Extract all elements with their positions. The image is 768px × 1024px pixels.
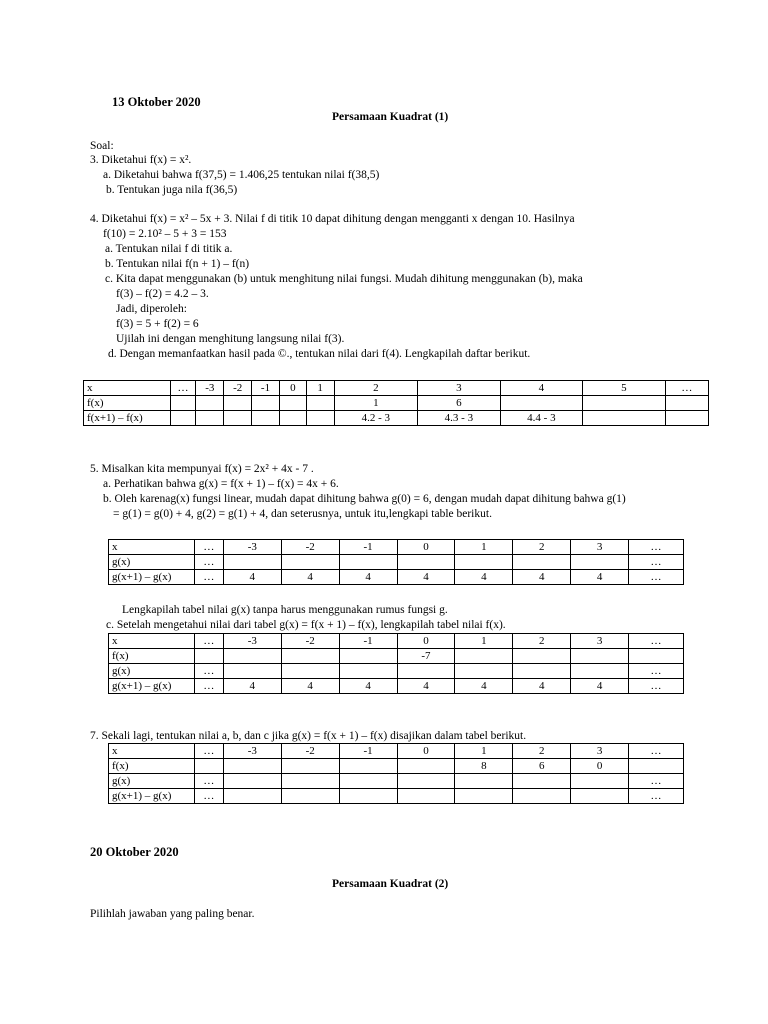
table-cell: -3 bbox=[223, 540, 281, 555]
table-cell: 4 bbox=[223, 679, 281, 694]
table-cell bbox=[339, 555, 397, 570]
table-cell bbox=[397, 664, 455, 679]
table-cell bbox=[252, 411, 280, 426]
table-cell bbox=[339, 759, 397, 774]
table-cell bbox=[513, 649, 571, 664]
table-cell bbox=[397, 555, 455, 570]
question-4b: b. Tentukan nilai f(n + 1) – f(n) bbox=[105, 258, 250, 270]
table-cell bbox=[455, 664, 513, 679]
table-f-g-values bbox=[108, 633, 684, 694]
table-cell: … bbox=[194, 634, 223, 649]
row-label-cell: g(x+1) – g(x) bbox=[109, 789, 195, 804]
question-4c-line3: Jadi, diperoleh: bbox=[116, 303, 187, 315]
table-cell: 1 bbox=[455, 744, 513, 759]
table-cell bbox=[281, 649, 339, 664]
table-cell: … bbox=[194, 664, 223, 679]
table-cell: … bbox=[629, 774, 684, 789]
question-4c-line4: f(3) = 5 + f(2) = 6 bbox=[116, 318, 199, 330]
question-5-instruction: Lengkapilah tabel nilai g(x) tanpa harus menggunakan rumus fungsi g. bbox=[122, 604, 448, 616]
question-4-line2: f(10) = 2.10² – 5 + 3 = 153 bbox=[103, 228, 227, 240]
table-cell: 3 bbox=[571, 634, 629, 649]
table-cell bbox=[306, 396, 334, 411]
row-label-cell: g(x) bbox=[109, 774, 195, 789]
row-label-cell: g(x+1) – g(x) bbox=[109, 570, 195, 585]
table-row bbox=[109, 744, 684, 759]
table-cell: 4 bbox=[455, 679, 513, 694]
table-cell bbox=[196, 411, 224, 426]
question-4d: d. Dengan memanfaatkan hasil pada ©., tentukan nilai dari f(4). Lengkapilah daftar berikut. bbox=[108, 348, 531, 360]
table-cell: -2 bbox=[281, 744, 339, 759]
table-cell: 4 bbox=[513, 570, 571, 585]
table-cell: … bbox=[629, 570, 684, 585]
table-cell bbox=[571, 774, 629, 789]
table-cell: 3 bbox=[571, 744, 629, 759]
question-4c-line5: Ujilah ini dengan menghitung langsung nilai f(3). bbox=[116, 333, 345, 345]
table-cell bbox=[306, 411, 334, 426]
question-3a: a. Diketahui bahwa f(37,5) = 1.406,25 tentukan nilai f(38,5) bbox=[103, 169, 380, 181]
table-cell bbox=[513, 789, 571, 804]
table-cell: -2 bbox=[224, 381, 252, 396]
table-cell bbox=[629, 649, 684, 664]
question-5b-line1: b. Oleh karenag(x) fungsi linear, mudah dapat dihitung bahwa g(0) = 6, dengan mudah dapat dihitung bahwa g(1) bbox=[103, 493, 626, 505]
table-cell bbox=[513, 774, 571, 789]
table-cell: 4 bbox=[513, 679, 571, 694]
section-date: 13 Oktober 2020 bbox=[112, 95, 201, 109]
table-cell: 4 bbox=[339, 679, 397, 694]
table-cell: -1 bbox=[339, 540, 397, 555]
table-cell: -7 bbox=[397, 649, 455, 664]
table-cell bbox=[281, 789, 339, 804]
row-label-cell: x bbox=[84, 381, 171, 396]
table-cell bbox=[194, 759, 223, 774]
question-4a: a. Tentukan nilai f di titik a. bbox=[105, 243, 233, 255]
table-cell bbox=[223, 774, 281, 789]
table-row bbox=[109, 555, 684, 570]
table-cell: … bbox=[629, 634, 684, 649]
table-cell: 6 bbox=[418, 396, 501, 411]
table-cell: 4 bbox=[281, 679, 339, 694]
question-5a: a. Perhatikan bahwa g(x) = f(x + 1) – f(x) = 4x + 6. bbox=[103, 478, 339, 490]
table-cell: 4 bbox=[223, 570, 281, 585]
table-cell bbox=[252, 396, 280, 411]
table-cell bbox=[455, 649, 513, 664]
table-cell: … bbox=[194, 540, 223, 555]
row-label-cell: g(x+1) – g(x) bbox=[109, 679, 195, 694]
table-cell: … bbox=[665, 381, 708, 396]
table-cell: -3 bbox=[223, 744, 281, 759]
question-4c-line1: c. Kita dapat menggunakan (b) untuk menghitung nilai fungsi. Mudah dihitung menggunakan (b), maka bbox=[105, 273, 583, 285]
table-cell: 3 bbox=[571, 540, 629, 555]
soal-label: Soal: bbox=[90, 140, 114, 152]
table-cell: … bbox=[629, 555, 684, 570]
table-cell: … bbox=[170, 381, 196, 396]
question-5c: c. Setelah mengetahui nilai dari tabel g(x) = f(x + 1) – f(x), lengkapilah tabel nilai f(x). bbox=[106, 619, 506, 631]
table-cell bbox=[455, 789, 513, 804]
table-g-values bbox=[108, 539, 684, 585]
table-cell bbox=[571, 649, 629, 664]
table-cell: … bbox=[629, 789, 684, 804]
table-cell: 0 bbox=[279, 381, 306, 396]
table-row bbox=[109, 774, 684, 789]
table-row bbox=[109, 759, 684, 774]
table-abc-values bbox=[108, 743, 684, 804]
table-row bbox=[84, 396, 709, 411]
table-cell: 2 bbox=[334, 381, 418, 396]
table-cell: … bbox=[194, 774, 223, 789]
table-cell: 4.2 - 3 bbox=[334, 411, 418, 426]
table-row bbox=[84, 411, 709, 426]
table-cell bbox=[629, 759, 684, 774]
table-cell bbox=[571, 664, 629, 679]
table-cell: -1 bbox=[252, 381, 280, 396]
table-cell bbox=[339, 664, 397, 679]
table-cell bbox=[397, 759, 455, 774]
table-cell: … bbox=[194, 744, 223, 759]
table-cell: -3 bbox=[223, 634, 281, 649]
table-cell: 4 bbox=[571, 570, 629, 585]
table-cell: 0 bbox=[397, 634, 455, 649]
table-cell: 1 bbox=[306, 381, 334, 396]
table-cell bbox=[583, 396, 666, 411]
question-3b: b. Tentukan juga nila f(36,5) bbox=[106, 184, 238, 196]
table-cell: … bbox=[194, 679, 223, 694]
table-cell: 2 bbox=[513, 744, 571, 759]
table-cell bbox=[455, 555, 513, 570]
table-row bbox=[109, 634, 684, 649]
table-cell bbox=[339, 774, 397, 789]
row-label-cell: g(x) bbox=[109, 555, 195, 570]
table-cell bbox=[513, 664, 571, 679]
table-cell bbox=[170, 411, 196, 426]
table-cell bbox=[223, 664, 281, 679]
section-title: Persamaan Kuadrat (1) bbox=[332, 111, 449, 123]
table-cell bbox=[223, 649, 281, 664]
table-cell: 2 bbox=[513, 540, 571, 555]
question-7: 7. Sekali lagi, tentukan nilai a, b, dan c jika g(x) = f(x + 1) – f(x) disajikan dalam tabel berikut. bbox=[90, 730, 527, 742]
table-cell: 3 bbox=[418, 381, 501, 396]
table-cell: 4.4 - 3 bbox=[500, 411, 583, 426]
question-3: 3. Diketahui f(x) = x². bbox=[90, 154, 192, 166]
table-cell bbox=[665, 396, 708, 411]
table-row bbox=[109, 570, 684, 585]
table-cell: 0 bbox=[397, 744, 455, 759]
table-cell bbox=[281, 664, 339, 679]
section2-date: 20 Oktober 2020 bbox=[90, 845, 179, 859]
table-cell: … bbox=[629, 679, 684, 694]
table-row bbox=[84, 381, 709, 396]
row-label-cell: f(x) bbox=[84, 396, 171, 411]
table-cell: 0 bbox=[571, 759, 629, 774]
table-cell: -1 bbox=[339, 744, 397, 759]
table-cell bbox=[224, 411, 252, 426]
table-cell bbox=[571, 555, 629, 570]
table-cell: … bbox=[194, 555, 223, 570]
table-cell bbox=[223, 789, 281, 804]
table-cell bbox=[455, 774, 513, 789]
question-4-line1: 4. Diketahui f(x) = x² – 5x + 3. Nilai f di titik 10 dapat dihitung dengan mengganti x dengan 10. Hasilnya bbox=[90, 213, 575, 225]
section2-title: Persamaan Kuadrat (2) bbox=[332, 878, 449, 890]
table-cell bbox=[500, 396, 583, 411]
table-cell: 8 bbox=[455, 759, 513, 774]
table-cell: -3 bbox=[196, 381, 224, 396]
table-cell: 4 bbox=[339, 570, 397, 585]
table-cell bbox=[571, 789, 629, 804]
table-cell: 1 bbox=[334, 396, 418, 411]
question-5: 5. Misalkan kita mempunyai f(x) = 2x² + 4x - 7 . bbox=[90, 463, 314, 475]
table-cell: -2 bbox=[281, 634, 339, 649]
question-4c-line2: f(3) – f(2) = 4.2 – 3. bbox=[116, 288, 209, 300]
table-row bbox=[109, 649, 684, 664]
table-cell bbox=[281, 555, 339, 570]
table-cell bbox=[397, 789, 455, 804]
row-label-cell: f(x) bbox=[109, 759, 195, 774]
row-label-cell: x bbox=[109, 634, 195, 649]
table-cell: … bbox=[629, 540, 684, 555]
table-cell: 4 bbox=[281, 570, 339, 585]
table-cell bbox=[223, 759, 281, 774]
table-cell: 4 bbox=[397, 570, 455, 585]
table-cell bbox=[339, 789, 397, 804]
table-cell: 6 bbox=[513, 759, 571, 774]
table-cell bbox=[279, 411, 306, 426]
table-row bbox=[109, 789, 684, 804]
table-cell: 0 bbox=[397, 540, 455, 555]
table-cell bbox=[397, 774, 455, 789]
table-cell: 4 bbox=[571, 679, 629, 694]
question-5b-line2: = g(1) = g(0) + 4, g(2) = g(1) + 4, dan seterusnya, untuk itu,lengkapi table berikut. bbox=[113, 508, 492, 520]
table-cell bbox=[194, 649, 223, 664]
table-cell: 1 bbox=[455, 540, 513, 555]
table-cell: 4 bbox=[500, 381, 583, 396]
table-row bbox=[109, 664, 684, 679]
table-cell: 4 bbox=[455, 570, 513, 585]
section2-instruction: Pilihlah jawaban yang paling benar. bbox=[90, 908, 255, 920]
table-f-values bbox=[83, 380, 709, 426]
table-cell: 4 bbox=[397, 679, 455, 694]
table-cell: 2 bbox=[513, 634, 571, 649]
table-cell bbox=[196, 396, 224, 411]
table-cell bbox=[279, 396, 306, 411]
table-cell: -1 bbox=[339, 634, 397, 649]
table-cell bbox=[170, 396, 196, 411]
table-cell bbox=[513, 555, 571, 570]
row-label-cell: f(x) bbox=[109, 649, 195, 664]
table-cell: … bbox=[194, 789, 223, 804]
table-row bbox=[109, 679, 684, 694]
table-cell: … bbox=[194, 570, 223, 585]
table-cell bbox=[223, 555, 281, 570]
table-row bbox=[109, 540, 684, 555]
table-cell bbox=[224, 396, 252, 411]
table-cell: 5 bbox=[583, 381, 666, 396]
table-cell bbox=[583, 411, 666, 426]
table-cell: … bbox=[629, 664, 684, 679]
table-cell bbox=[665, 411, 708, 426]
table-cell: … bbox=[629, 744, 684, 759]
row-label-cell: x bbox=[109, 540, 195, 555]
table-cell bbox=[281, 774, 339, 789]
row-label-cell: x bbox=[109, 744, 195, 759]
table-cell: 4.3 - 3 bbox=[418, 411, 501, 426]
table-cell: 1 bbox=[455, 634, 513, 649]
table-cell bbox=[339, 649, 397, 664]
row-label-cell: g(x) bbox=[109, 664, 195, 679]
table-cell bbox=[281, 759, 339, 774]
table-cell: -2 bbox=[281, 540, 339, 555]
row-label-cell: f(x+1) – f(x) bbox=[84, 411, 171, 426]
